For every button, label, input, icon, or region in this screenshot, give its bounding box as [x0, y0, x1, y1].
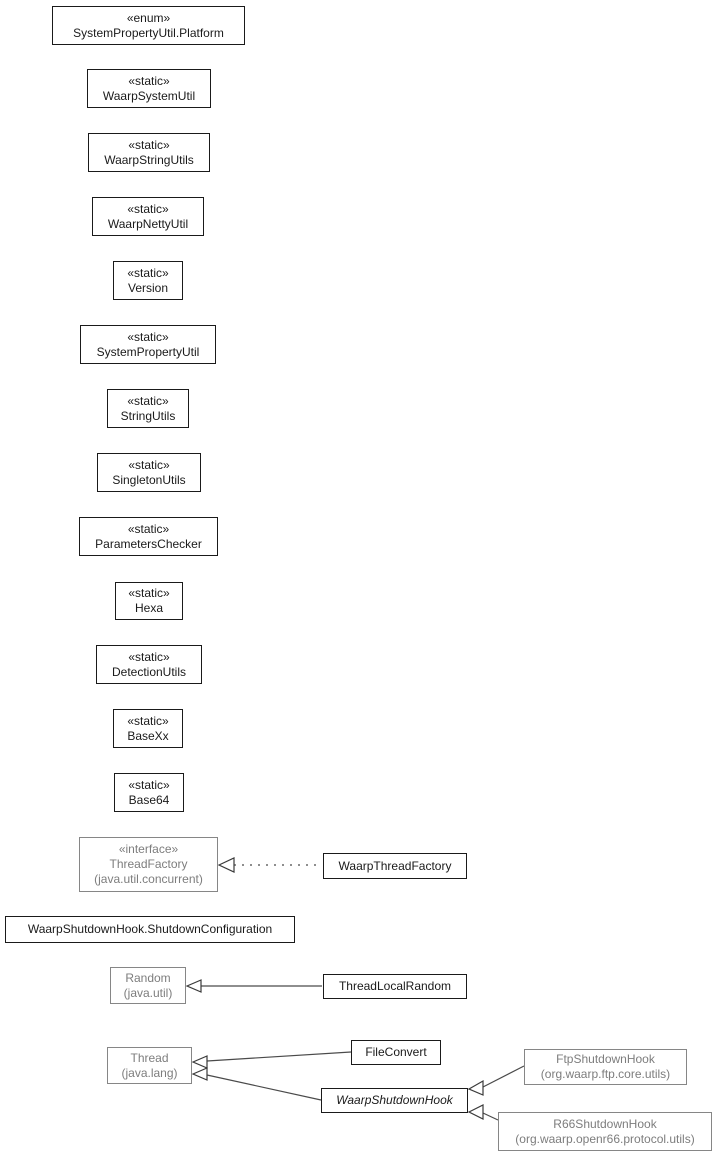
class-box-ftpshutdownhook[interactable] — [524, 1049, 687, 1085]
stereotype-label: «static» — [127, 713, 169, 728]
class-name: WaarpNettyUtil — [107, 216, 189, 231]
class-box-parameterschecker[interactable] — [79, 517, 218, 556]
class-box-base64[interactable] — [114, 773, 184, 812]
class-box-r66shutdownhook[interactable] — [498, 1112, 712, 1151]
stereotype-label: «static» — [128, 137, 170, 152]
class-name: SingletonUtils — [112, 472, 186, 487]
class-name: Hexa — [134, 601, 163, 615]
class-name: Thread — [130, 1050, 169, 1065]
stereotype-label: «interface» — [118, 842, 179, 856]
class-name: WaarpSystemUtil — [102, 88, 196, 103]
class-box-threadfactory[interactable] — [79, 837, 218, 892]
class-box-stringutils[interactable] — [107, 389, 189, 428]
edge-ftpshutdownhook-extends-waarpshutdownhook — [469, 1066, 524, 1095]
class-name: BaseXx — [127, 728, 169, 743]
stereotype-label: «static» — [127, 521, 170, 536]
stereotype-label: «enum» — [126, 10, 171, 25]
class-box-singletonutils[interactable] — [97, 453, 201, 492]
class-box-waarpthreadfactory[interactable] — [323, 853, 467, 879]
class-name: ParametersChecker — [95, 536, 202, 551]
class-box-waarpsystemutil[interactable] — [87, 69, 211, 108]
class-name: StringUtils — [120, 408, 176, 423]
class-box-systempropertyutil-platform[interactable] — [52, 6, 245, 45]
class-name: WaarpShutdownHook.ShutdownConfiguration — [27, 922, 273, 936]
stereotype-label: «static» — [127, 265, 169, 280]
stereotype-label: «static» — [128, 777, 170, 792]
edge-threadlocalrandom-extends-random — [187, 980, 322, 992]
class-box-thread[interactable] — [107, 1047, 192, 1084]
package-label: (java.util) — [123, 985, 173, 1000]
class-name: FileConvert — [365, 1045, 427, 1059]
class-name: WaarpThreadFactory — [338, 858, 452, 873]
class-box-random[interactable] — [110, 967, 186, 1004]
class-name: ThreadFactory — [109, 857, 188, 871]
class-name: Base64 — [128, 792, 170, 807]
class-box-waarpnettyutil[interactable] — [92, 197, 204, 236]
stereotype-label: «static» — [127, 201, 169, 216]
class-name: FtpShutdownHook — [556, 1052, 655, 1066]
class-name: ThreadLocalRandom — [338, 979, 452, 993]
stereotype-label: «static» — [128, 73, 170, 88]
class-box-fileconvert[interactable] — [351, 1040, 441, 1065]
class-box-basexx[interactable] — [113, 709, 183, 748]
class-box-waarpshutdownhook[interactable] — [321, 1088, 468, 1113]
stereotype-label: «static» — [127, 329, 169, 344]
class-box-version[interactable] — [113, 261, 183, 300]
edge-waarpshutdownhook-extends-thread — [193, 1068, 321, 1100]
package-label: (org.waarp.openr66.protocol.utils) — [515, 1131, 695, 1146]
class-name: WaarpStringUtils — [104, 152, 194, 167]
class-box-hexa[interactable] — [115, 582, 183, 620]
class-name: Random — [125, 970, 171, 985]
stereotype-label: «static» — [127, 393, 169, 408]
edge-waarpthreadfactory-implements-threadfactory — [219, 858, 322, 872]
edge-fileconvert-extends-thread — [193, 1052, 351, 1068]
package-label: (java.lang) — [121, 1065, 178, 1080]
stereotype-label: «static» — [128, 586, 170, 600]
stereotype-label: «static» — [128, 649, 170, 664]
class-name: SystemPropertyUtil.Platform — [73, 25, 224, 40]
class-name: Version — [127, 280, 169, 295]
package-label: (org.waarp.ftp.core.utils) — [540, 1067, 671, 1081]
edge-r66shutdownhook-extends-waarpshutdownhook — [469, 1105, 498, 1120]
class-box-threadlocalrandom[interactable] — [323, 974, 467, 999]
class-box-detectionutils[interactable] — [96, 645, 202, 684]
class-box-waarpstringutils[interactable] — [88, 133, 210, 172]
class-name: WaarpShutdownHook — [336, 1093, 453, 1107]
package-label: (java.util.concurrent) — [94, 872, 203, 886]
stereotype-label: «static» — [128, 457, 170, 472]
class-box-systempropertyutil[interactable] — [80, 325, 216, 364]
class-name: R66ShutdownHook — [553, 1116, 657, 1131]
class-box-waarpshutdownhook-shutdownconfiguration[interactable] — [5, 916, 295, 943]
class-name: SystemPropertyUtil — [96, 344, 200, 359]
class-name: DetectionUtils — [111, 664, 187, 679]
